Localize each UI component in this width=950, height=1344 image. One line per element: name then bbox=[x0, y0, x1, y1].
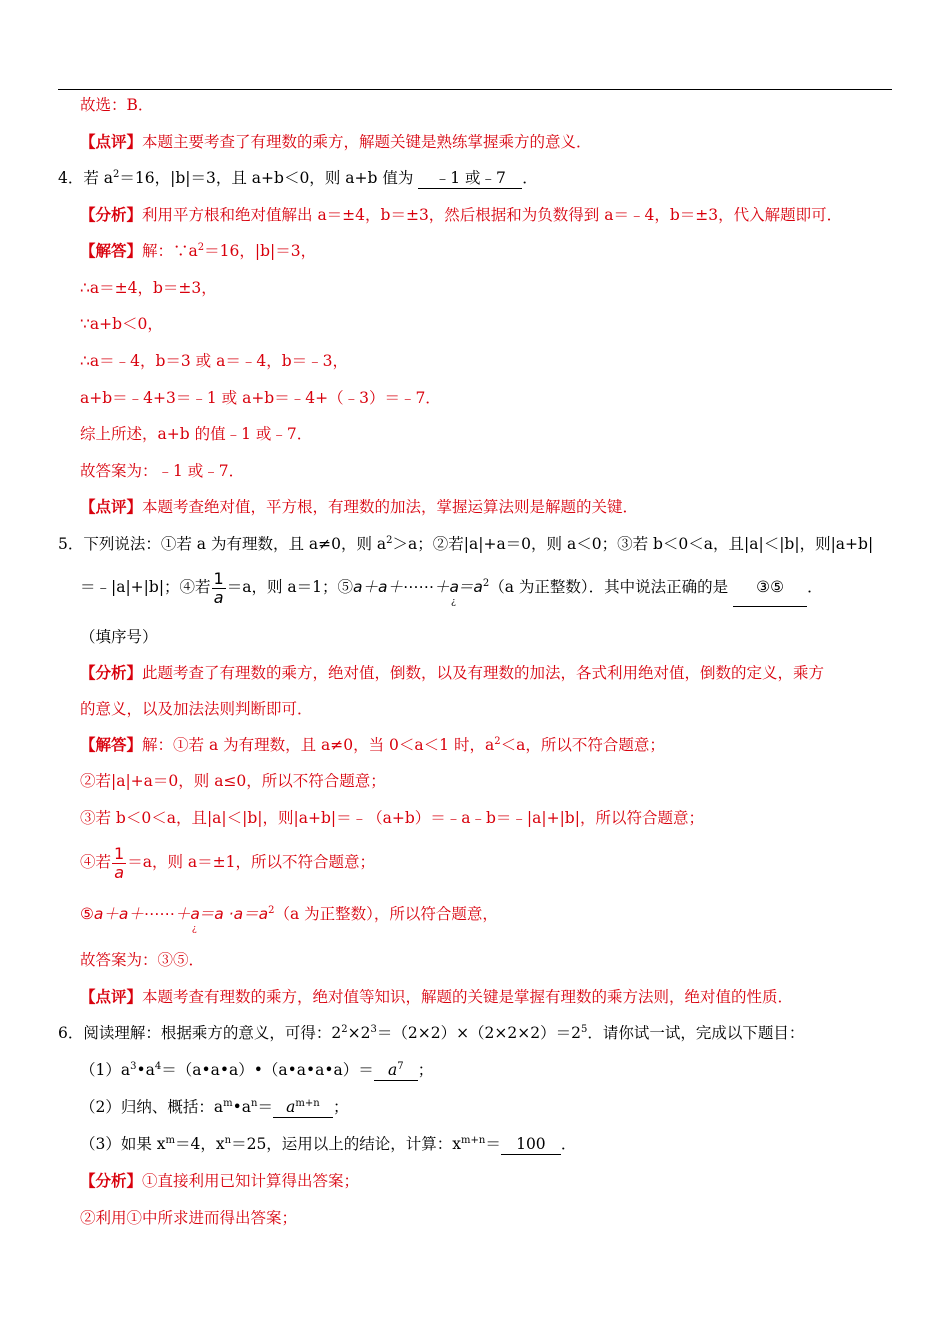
solution-step: 综上所述，a+b 的值﹣1 或﹣7． bbox=[80, 425, 313, 443]
question-text: ．请你试一试，完成以下题目： bbox=[587, 1024, 805, 1042]
question-number: 6． bbox=[58, 1024, 84, 1042]
solution-text: 解：①若 a 为有理数，且 a≠0，当 0＜a＜1 时，a bbox=[142, 736, 495, 754]
header-rule bbox=[58, 89, 892, 90]
comment-tag: 【点评】 bbox=[80, 497, 143, 516]
question-5-line2 bbox=[80, 568, 823, 609]
question-number: 4． bbox=[58, 169, 84, 187]
solution-step: ∴a＝﹣4，b＝3 或 a＝﹣4，b＝﹣3， bbox=[80, 352, 348, 370]
comment-tag: 【点评】 bbox=[80, 132, 143, 151]
solution-step: ③若 b＜0＜a，且|a|＜|b|，则|a+b|＝﹣（a+b）＝﹣a﹣b＝﹣|a|+|b|，所以符合题意； bbox=[80, 809, 704, 827]
comment-tag: 【点评】 bbox=[80, 987, 143, 1006]
analysis-q6 bbox=[80, 1171, 359, 1191]
solution-step: ∴a＝±4，b＝±3， bbox=[80, 279, 217, 297]
exponent: 4 bbox=[154, 1061, 162, 1072]
solution-step bbox=[80, 842, 375, 882]
solution-step: a+b＝﹣4+3＝﹣1 或 a+b＝﹣4+（﹣3）＝﹣7． bbox=[80, 389, 441, 407]
question-4 bbox=[58, 168, 538, 189]
exponent: n bbox=[224, 1135, 232, 1146]
question-number: 5． bbox=[58, 535, 84, 553]
question-text: ＞a；②若|a|+a＝0，则 a＜0；③若 b＜0＜a，且|a|＜|b|，则|a+b| bbox=[392, 535, 874, 553]
solution-q4 bbox=[80, 241, 316, 261]
analysis-tag: 【分析】 bbox=[80, 205, 143, 224]
analysis-tag: 【分析】 bbox=[80, 1171, 143, 1190]
question-text: •a bbox=[136, 1061, 155, 1079]
question-text: ＝﹣|a|+|b|；④若 bbox=[80, 578, 211, 596]
question-text: ×2 bbox=[347, 1024, 371, 1042]
question-text: •a bbox=[232, 1098, 251, 1116]
sum-expression: a＋a＋⋯⋯＋a bbox=[93, 905, 200, 923]
fraction-numerator: 1 bbox=[213, 568, 224, 588]
exponent: 3 bbox=[130, 1061, 137, 1072]
analysis-q5-cont: 的意义，以及加法法则判断即可． bbox=[80, 700, 313, 718]
question-6-part2 bbox=[80, 1097, 348, 1118]
question-text: （1）a bbox=[80, 1061, 131, 1079]
solution-text: 解：∵a bbox=[142, 242, 198, 260]
exponent: 2 bbox=[197, 242, 205, 253]
punct: ． bbox=[560, 1135, 577, 1153]
answer-base: a bbox=[286, 1098, 296, 1116]
sum-expression: a＋a＋⋯⋯＋a bbox=[353, 578, 460, 596]
comment-q5 bbox=[80, 987, 793, 1007]
punct: ． bbox=[807, 578, 823, 596]
exponent: 2 bbox=[268, 905, 275, 916]
comment-q3 bbox=[80, 132, 592, 152]
fraction bbox=[212, 570, 226, 607]
answer-exponent: m+n bbox=[295, 1098, 320, 1109]
comment-text: 本题主要考查了有理数的乘方，解题关键是熟练掌握乘方的意义． bbox=[142, 133, 592, 151]
exponent: m bbox=[165, 1135, 176, 1146]
question-text: 阅读理解：根据乘方的意义，可得：2 bbox=[83, 1024, 342, 1042]
analysis-text: ①直接利用已知计算得出答案； bbox=[142, 1172, 360, 1190]
question-text: 若 a bbox=[83, 169, 114, 187]
answer-line: 故选：B． bbox=[80, 96, 154, 114]
solution-tag: 【解答】 bbox=[80, 735, 143, 754]
exponent: m+n bbox=[461, 1135, 486, 1146]
exponent: n bbox=[250, 1098, 258, 1109]
exponent: 2 bbox=[113, 169, 120, 180]
question-text: （a 为正整数）．其中说法正确的是 bbox=[489, 578, 729, 596]
solution-step: 故答案为：③⑤． bbox=[80, 951, 205, 969]
solution-text: ＝16，|b|＝3， bbox=[204, 242, 317, 260]
analysis-tag: 【分析】 bbox=[80, 663, 143, 682]
solution-step bbox=[80, 896, 498, 935]
exponent: 2 bbox=[341, 1024, 348, 1035]
punct: ； bbox=[332, 1098, 349, 1116]
solution-text: （a 为正整数），所以符合题意， bbox=[274, 905, 498, 923]
fraction-numerator: 1 bbox=[114, 843, 125, 863]
solution-step: ②若|a|+a＝0，则 a≤0，所以不符合题意； bbox=[80, 772, 386, 790]
sum-expression: ＝a bbox=[457, 578, 483, 596]
exponent: 3 bbox=[370, 1024, 377, 1035]
question-text: ＝（a•a•a）•（a•a•a•a）＝ bbox=[161, 1061, 374, 1079]
analysis-text: 此题考查了有理数的乘方，绝对值，倒数，以及有理数的加法，各式利用绝对值，倒数的定义，乘方 bbox=[142, 664, 825, 682]
solution-tag: 【解答】 bbox=[80, 241, 143, 260]
exponent: 2 bbox=[386, 535, 393, 546]
solution-step: 故答案为：﹣1 或﹣7． bbox=[80, 462, 245, 480]
question-text: ＝（2×2）×（2×2×2）＝2 bbox=[376, 1024, 581, 1042]
solution-step: ∵a+b＜0， bbox=[80, 315, 163, 333]
exponent: 2 bbox=[494, 736, 501, 747]
question-text: ＝16，|b|＝3，且 a+b＜0，则 a+b 值为 bbox=[119, 169, 414, 187]
solution-text: ④若 bbox=[80, 853, 112, 871]
question-text: 下列说法：①若 a 为有理数，且 a≠0，则 a bbox=[83, 535, 387, 553]
fraction-denominator: a bbox=[114, 862, 125, 882]
sum-subscript: ¿ bbox=[191, 924, 197, 934]
question-6-part1 bbox=[80, 1060, 433, 1081]
fill-hint: （填序号） bbox=[80, 628, 158, 646]
question-text: ＝ bbox=[485, 1135, 501, 1153]
fraction-denominator: a bbox=[213, 587, 224, 607]
answer-blank: ﹣1 或﹣7 bbox=[418, 168, 522, 189]
comment-text: 本题考查有理数的乘方，绝对值等知识，解题的关键是掌握有理数的乘方法则，绝对值的性质． bbox=[142, 988, 794, 1006]
exponent: 2 bbox=[482, 578, 490, 589]
analysis-q4 bbox=[80, 205, 842, 225]
question-text: ＝ bbox=[257, 1098, 273, 1116]
solution-text: ＜a，所以不符合题意； bbox=[500, 736, 665, 754]
solution-text: ＝a，则 a＝±1，所以不符合题意； bbox=[127, 853, 375, 871]
exponent: m bbox=[223, 1098, 233, 1109]
solution-text: ⑤ bbox=[80, 905, 94, 923]
answer-blank: ③⑤ bbox=[733, 568, 807, 607]
question-text: ＝a，则 a＝1；⑤ bbox=[226, 578, 354, 596]
sum-expression: ＝a ·a＝a bbox=[198, 905, 269, 923]
question-6 bbox=[58, 1023, 804, 1043]
question-6-part3 bbox=[80, 1134, 576, 1155]
solution-q5 bbox=[80, 735, 665, 755]
fraction bbox=[112, 845, 126, 882]
answer-exponent: 7 bbox=[397, 1061, 404, 1072]
punct: ． bbox=[522, 169, 538, 187]
analysis-q6-cont: ②利用①中所求进而得出答案； bbox=[80, 1209, 298, 1227]
answer-blank bbox=[273, 1097, 333, 1118]
sum-subscript: ¿ bbox=[451, 597, 456, 607]
question-text: （3）如果 x bbox=[80, 1135, 166, 1153]
answer-blank: 100 bbox=[501, 1134, 561, 1155]
comment-text: 本题考查绝对值，平方根，有理数的加法，掌握运算法则是解题的关键． bbox=[142, 498, 639, 516]
question-text: ＝25，运用以上的结论，计算：x bbox=[231, 1135, 462, 1153]
analysis-text: 利用平方根和绝对值解出 a＝±4，b＝±3，然后根据和为负数得到 a＝﹣4，b＝±3，代入解题即可． bbox=[142, 206, 843, 224]
question-text: ＝4，x bbox=[175, 1135, 225, 1153]
answer-blank bbox=[374, 1060, 418, 1081]
comment-q4 bbox=[80, 497, 638, 517]
answer-base: a bbox=[387, 1061, 398, 1079]
question-5 bbox=[58, 534, 873, 554]
analysis-q5 bbox=[80, 663, 824, 683]
punct: ； bbox=[417, 1061, 434, 1079]
exponent: 5 bbox=[580, 1024, 588, 1035]
question-text: （2）归纳、概括：a bbox=[80, 1098, 224, 1116]
